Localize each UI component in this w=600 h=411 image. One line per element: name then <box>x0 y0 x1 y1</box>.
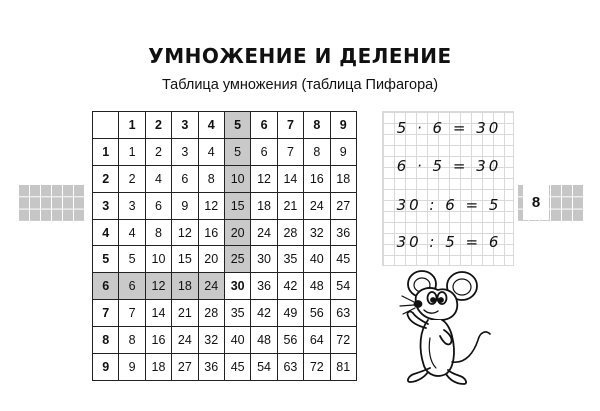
page-title: УМНОЖЕНИЕ И ДЕЛЕНИЕ <box>148 44 452 68</box>
table-cell: 54 <box>251 354 277 381</box>
table-cell: 14 <box>145 300 171 327</box>
table-row <box>93 246 357 273</box>
row-header: 7 <box>93 300 119 327</box>
table-cell: 8 <box>145 219 171 246</box>
table-cell: 36 <box>330 219 356 246</box>
table-cell: 72 <box>304 354 330 381</box>
row-header: 4 <box>93 219 119 246</box>
table-cell: 56 <box>277 327 303 354</box>
table-cell: 24 <box>172 327 198 354</box>
row-header: 9 <box>93 354 119 381</box>
table-cell: 10 <box>224 165 250 192</box>
page-number: 8 <box>523 185 549 220</box>
table-cell: 42 <box>251 300 277 327</box>
row-header: 6 <box>93 273 119 300</box>
table-cell: 42 <box>277 273 303 300</box>
table-cell: 3 <box>119 192 145 219</box>
table-cell: 12 <box>198 192 224 219</box>
table-cell: 18 <box>251 192 277 219</box>
table-cell: 4 <box>198 138 224 165</box>
column-header: 7 <box>277 112 303 139</box>
table-cell: 7 <box>277 138 303 165</box>
table-cell: 28 <box>198 300 224 327</box>
table-cell: 9 <box>119 354 145 381</box>
mouse-illustration <box>394 268 504 408</box>
table-cell: 27 <box>172 354 198 381</box>
table-cell: 15 <box>172 246 198 273</box>
equation-4: 30 : 5 = 6 <box>396 233 502 251</box>
column-header: 5 <box>224 112 250 139</box>
table-cell: 35 <box>224 300 250 327</box>
table-cell: 5 <box>119 246 145 273</box>
table-row <box>93 192 357 219</box>
page-subtitle: Таблица умножения (таблица Пифагора) <box>161 77 439 93</box>
table-cell: 18 <box>330 165 356 192</box>
table-row <box>93 327 357 354</box>
table-cell: 28 <box>277 219 303 246</box>
table-cell: 24 <box>198 273 224 300</box>
equation-2: 6 · 5 = 30 <box>396 157 502 175</box>
row-header: 3 <box>93 192 119 219</box>
table-cell: 6 <box>145 192 171 219</box>
table-cell: 45 <box>224 354 250 381</box>
table-cell: 21 <box>277 192 303 219</box>
table-cell: 20 <box>224 219 250 246</box>
table-cell: 48 <box>304 273 330 300</box>
table-row <box>93 354 357 381</box>
table-row <box>93 165 357 192</box>
table-cell: 4 <box>145 165 171 192</box>
table-cell: 48 <box>251 327 277 354</box>
column-header: 8 <box>304 112 330 139</box>
table-cell: 12 <box>172 219 198 246</box>
table-cell: 6 <box>251 138 277 165</box>
left-decor-strip <box>18 184 84 221</box>
table-cell: 7 <box>119 300 145 327</box>
row-header: 1 <box>93 138 119 165</box>
table-row <box>93 138 357 165</box>
table-cell: 25 <box>224 246 250 273</box>
table-cell: 15 <box>224 192 250 219</box>
table-cell: 32 <box>304 219 330 246</box>
table-cell: 24 <box>251 219 277 246</box>
table-cell: 16 <box>304 165 330 192</box>
table-cell: 6 <box>119 273 145 300</box>
table-cell: 24 <box>304 192 330 219</box>
table-cell: 18 <box>145 354 171 381</box>
equation-3: 30 : 6 = 5 <box>396 196 502 214</box>
table-cell: 9 <box>330 138 356 165</box>
table-cell: 40 <box>224 327 250 354</box>
column-header: 3 <box>172 112 198 139</box>
table-cell: 20 <box>198 246 224 273</box>
table-cell: 63 <box>330 300 356 327</box>
table-cell: 2 <box>145 138 171 165</box>
table-row <box>93 219 357 246</box>
column-header: 9 <box>330 112 356 139</box>
table-cell: 27 <box>330 192 356 219</box>
column-header: 6 <box>251 112 277 139</box>
table-cell: 18 <box>172 273 198 300</box>
row-header: 5 <box>93 246 119 273</box>
table-cell: 54 <box>330 273 356 300</box>
table-cell: 8 <box>304 138 330 165</box>
column-header: 4 <box>198 112 224 139</box>
table-cell: 56 <box>304 300 330 327</box>
table-cell: 12 <box>145 273 171 300</box>
table-cell: 12 <box>251 165 277 192</box>
table-cell: 36 <box>251 273 277 300</box>
row-header: 2 <box>93 165 119 192</box>
multiplication-table <box>92 111 357 381</box>
table-cell: 40 <box>304 246 330 273</box>
table-row <box>93 300 357 327</box>
table-cell: 14 <box>277 165 303 192</box>
table-cell: 21 <box>172 300 198 327</box>
table-cell: 5 <box>224 138 250 165</box>
table-cell: 8 <box>119 327 145 354</box>
table-cell: 10 <box>145 246 171 273</box>
table-cell: 63 <box>277 354 303 381</box>
table-header-row <box>93 112 357 139</box>
table-cell: 3 <box>172 138 198 165</box>
table-cell: 81 <box>330 354 356 381</box>
table-cell: 30 <box>251 246 277 273</box>
table-cell: 72 <box>330 327 356 354</box>
table-cell: 45 <box>330 246 356 273</box>
column-header: 1 <box>119 112 145 139</box>
table-cell: 35 <box>277 246 303 273</box>
table-cell: 32 <box>198 327 224 354</box>
equation-grid-paper <box>382 111 514 266</box>
equation-1: 5 · 6 = 30 <box>396 119 502 137</box>
table-corner-cell <box>93 112 119 139</box>
row-header: 8 <box>93 327 119 354</box>
table-cell: 2 <box>119 165 145 192</box>
table-cell: 64 <box>304 327 330 354</box>
table-cell: 36 <box>198 354 224 381</box>
table-cell: 1 <box>119 138 145 165</box>
table-cell: 30 <box>224 273 250 300</box>
table-row <box>93 273 357 300</box>
table-cell: 6 <box>172 165 198 192</box>
table-cell: 16 <box>145 327 171 354</box>
table-cell: 49 <box>277 300 303 327</box>
table-cell: 16 <box>198 219 224 246</box>
column-header: 2 <box>145 112 171 139</box>
table-cell: 4 <box>119 219 145 246</box>
table-cell: 8 <box>198 165 224 192</box>
table-cell: 9 <box>172 192 198 219</box>
